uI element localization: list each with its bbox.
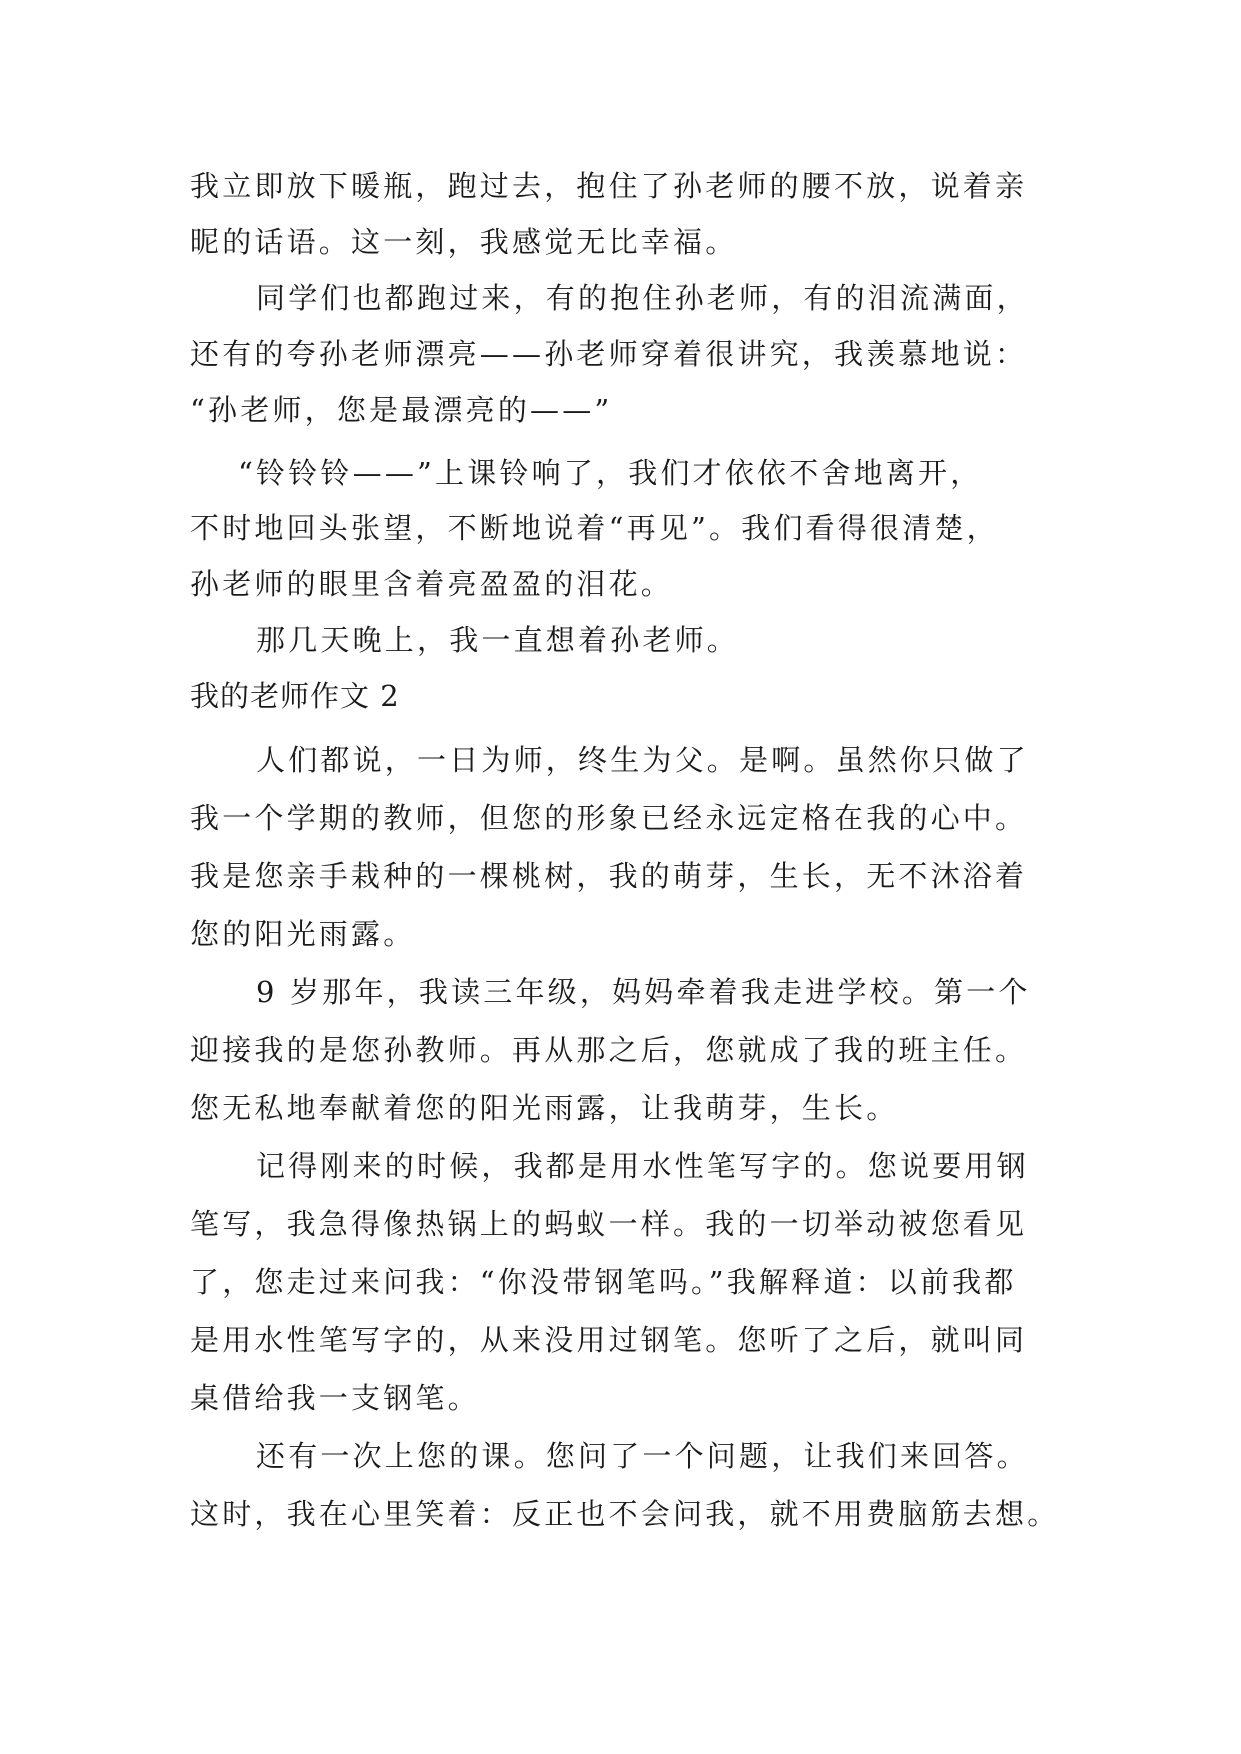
text-line: 还有的夸孙老师漂亮——孙老师穿着很讲究，我羡慕地说：	[190, 337, 1028, 371]
paragraph-start: 还有一次上您的课。您问了一个问题，让我们来回答。	[256, 1439, 1029, 1473]
text-line: 笔写，我急得像热锅上的蚂蚁一样。我的一切举动被您看见	[190, 1207, 1028, 1241]
text-line: 是用水性笔写字的，从来没用过钢笔。您听了之后，就叫同	[190, 1323, 1028, 1357]
section-title: 我的老师作文 2	[190, 679, 400, 713]
paragraph-start: “铃铃铃——”上课铃响了，我们才依依不舍地离开，	[238, 456, 983, 490]
text-line: 您无私地奉献着您的阳光雨露，让我萌芽，生长。	[190, 1091, 899, 1125]
paragraph-start: 同学们也都跑过来，有的抱住孙老师，有的泪流满面，	[256, 281, 1029, 315]
text-line: 桌借给我一支钢笔。	[190, 1381, 480, 1415]
text-line: 我立即放下暖瓶，跑过去，抱住了孙老师的腰不放，说着亲	[190, 169, 1028, 203]
text-line: 昵的话语。这一刻，我感觉无比幸福。	[190, 225, 738, 259]
text-line: 这时，我在心里笑着：反正也不会问我，就不用费脑筋去想。	[190, 1497, 1060, 1531]
text-line: 我一个学期的教师，但您的形象已经永远定格在我的心中。	[190, 801, 1028, 835]
paragraph-start: 记得刚来的时候，我都是用水性笔写字的。您说要用钢	[256, 1149, 1029, 1183]
paragraph-start: 人们都说，一日为师，终生为父。是啊。虽然你只做了	[256, 743, 1029, 777]
paragraph-start: 9 岁那年，我读三年级，妈妈牵着我走进学校。第一个	[256, 975, 1031, 1009]
text-line: 我是您亲手栽种的一棵桃树，我的萌芽，生长，无不沐浴着	[190, 859, 1028, 893]
text-line: 不时地回头张望，不断地说着“再见”。我们看得很清楚，	[190, 511, 999, 545]
text-line: 孙老师的眼里含着亮盈盈的泪花。	[190, 567, 674, 601]
text-line: 迎接我的是您孙教师。再从那之后，您就成了我的班主任。	[190, 1033, 1028, 1067]
paragraph-start: 那几天晚上，我一直想着孙老师。	[256, 623, 740, 657]
text-line: “孙老师，您是最漂亮的——”	[190, 393, 613, 427]
text-line: 您的阳光雨露。	[190, 917, 416, 951]
text-line: 了，您走过来问我：“你没带钢笔吗。”我解释道：以前我都	[190, 1265, 1017, 1299]
